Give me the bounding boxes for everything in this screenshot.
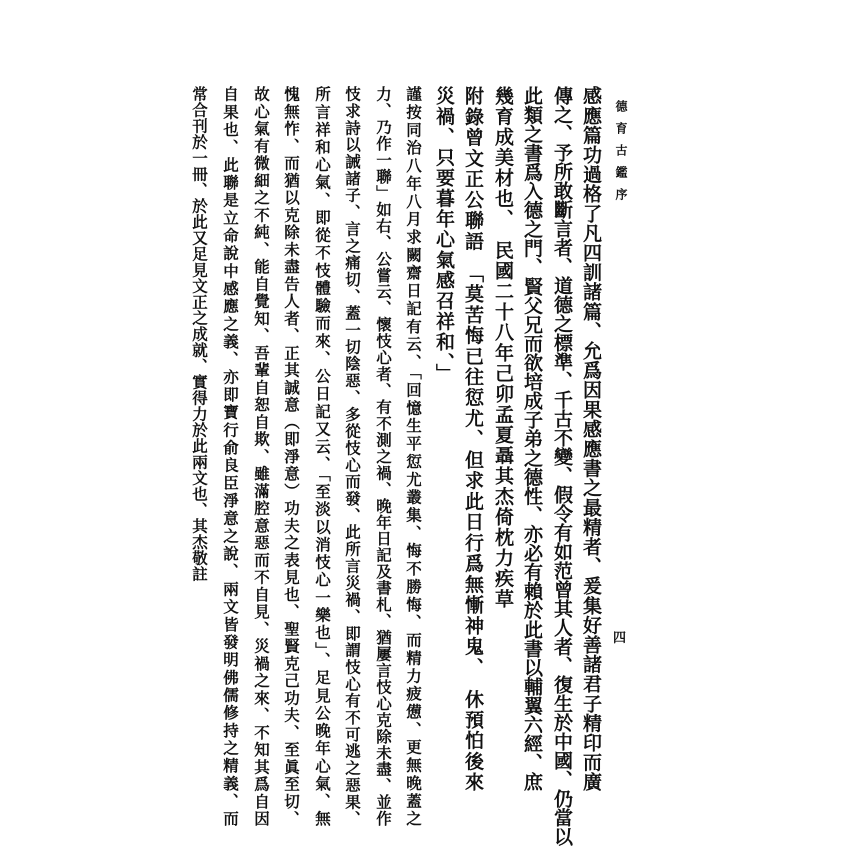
page-number: 四 [613,631,627,646]
text-column-7: 謹按同治八年八月求闕齋日記有云、「回憶生平愆尤叢集、悔不勝悔、而精力疲憊、更無晚蓋之 [404,86,423,826]
text-column-10: 所言祥和心氣、即從不忮體驗而來、公日記又云、「至淡以消忮心一樂也」、足見公晚年心氣、無 [313,86,332,826]
text-column-11: 愧無怍、而猶以克除未盡告人者、正其誠意（即淨意）功夫之表見也、聖賢克己功夫、至眞至切、 [282,86,301,826]
running-header-title: 德育古鑑序 [614,100,628,210]
text-column-1: 感應篇功過格了凡四訓諸篇、允爲因果感應書之最精者、爰集好善諸君子精印而廣 [580,86,602,791]
text-column-5: 附錄曾文正公聯語 「莫苦悔已往愆尤、但求此日行爲無慚神鬼、 休預怕後來 [462,86,484,791]
text-column-3: 此類之書爲入德之門、賢父兄而欲培成子弟之德性、亦必有賴於此書以輔翼六經、庶 [521,86,543,791]
text-column-2: 傳之、予所敢斷言者、道德之標準、千古不變、假令有如范曾其人者、復生於中國、仍當以 [551,86,573,846]
text-column-9: 忮求詩以誡諸子、言之痛切、蓋一切陰惡、多從忮心而發、此所言災禍、即謂忮心有不可逃之惡果、 [343,86,362,826]
text-column-14: 常合刊於一冊、於此又足見文正之成就、實得力於此兩文也、其杰敬註 [190,86,209,582]
text-column-8: 力、乃作一聯」如右、公嘗云、懷忮心者、有不測之禍、晚年日記及書札、猶屢言忮心克除未盡、並作 [374,86,393,826]
text-column-6: 災禍、只要暮年心氣感召祥和、」 [433,86,455,384]
text-column-12: 故心氣有微細之不純、能自覺知、吾輩自恕自欺、雖滿腔意惡而不自見、災禍之來、不知其爲自因 [252,86,271,826]
text-column-4: 幾育成美材也、 民國二十八年己卯孟夏聶其杰倚枕力疾草 [492,86,514,610]
text-column-13: 自果也、此聯是立命說中感應之義、亦即寶行俞良臣淨意之說、兩文皆發明佛儒修持之精義、而 [221,86,240,826]
